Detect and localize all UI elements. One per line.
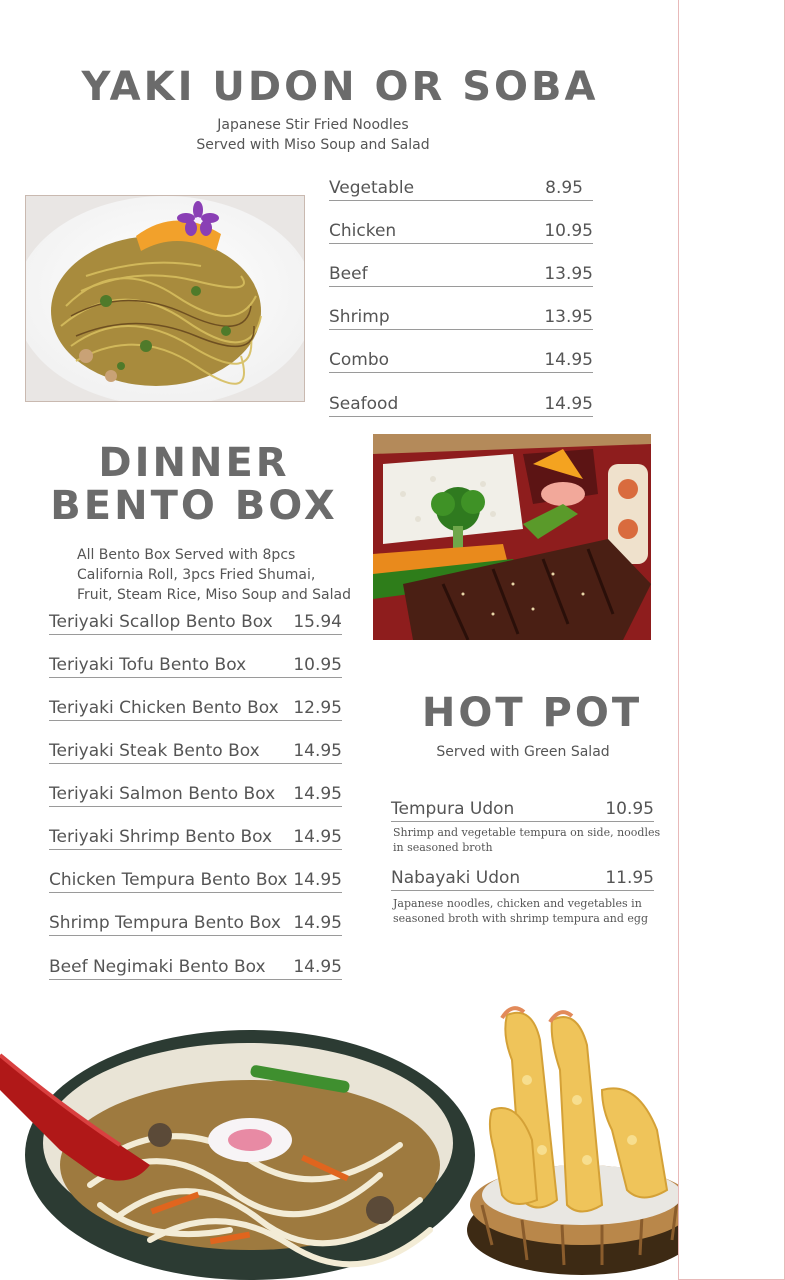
item-name: Shrimp Tempura Bento Box [49,913,281,933]
yaki-subtitle-1: Japanese Stir Fried Noodles [217,117,409,133]
yaki-subtitle-2: Served with Miso Soup and Salad [196,137,430,153]
bento-item [49,738,342,764]
item-price: 8.95 [545,178,583,198]
udon-bowl-photo [0,1015,480,1280]
bento-item [49,867,342,893]
hotpot-item-desc-1: Shrimp and vegetable tempura on side, noodles [393,826,661,839]
item-price: 14.95 [293,913,342,933]
item-name: Beef Negimaki Bento Box [49,957,266,977]
item-name: Chicken [329,221,397,241]
item-price: 10.95 [544,221,593,241]
yaki-item [329,261,593,287]
item-price: 14.95 [544,394,593,414]
bento-item [49,781,342,807]
hotpot-subtitle: Served with Green Salad [436,744,610,760]
item-price: 14.95 [293,957,342,977]
bento-item [49,910,342,936]
item-name: Combo [329,350,390,370]
yaki-noodle-photo [25,195,305,402]
bento-title-2: BENTO BOX [50,483,338,529]
hotpot-item [391,865,654,891]
item-name: Teriyaki Steak Bento Box [49,741,260,761]
item-name: Shrimp [329,307,390,327]
hotpot-item [391,796,654,822]
yaki-item [329,304,593,330]
bento-item [49,609,342,635]
item-price: 13.95 [544,264,593,284]
yaki-item [329,391,593,417]
item-name: Seafood [329,394,399,414]
bento-note-3: Fruit, Steam Rice, Miso Soup and Salad [77,587,351,603]
bento-item [49,954,342,980]
yaki-item [329,347,593,373]
item-price: 11.95 [605,868,654,888]
item-price: 14.95 [293,741,342,761]
item-price: 12.95 [293,698,342,718]
bento-note-2: California Roll, 3pcs Fried Shumai, [77,567,316,583]
item-name: Chicken Tempura Bento Box [49,870,288,890]
item-name: Teriyaki Chicken Bento Box [49,698,279,718]
hotpot-title: HOT POT [421,690,643,736]
yaki-title: YAKI UDON OR SOBA [81,64,599,110]
item-name: Beef [329,264,368,284]
hotpot-item-desc-2: in seasoned broth [393,841,493,854]
item-price: 14.95 [544,350,593,370]
item-price: 13.95 [544,307,593,327]
yaki-item [329,218,593,244]
hotpot-item-desc-1: Japanese noodles, chicken and vegetables in [393,897,642,910]
item-price: 14.95 [293,784,342,804]
item-name: Teriyaki Scallop Bento Box [49,612,273,632]
item-name: Teriyaki Tofu Bento Box [49,655,247,675]
bento-item [49,695,342,721]
bento-title-1: DINNER [98,440,290,486]
tempura-photo [462,1000,698,1280]
right-margin-panel [678,0,785,1280]
item-price: 15.94 [293,612,342,632]
item-price: 14.95 [293,827,342,847]
hotpot-item-desc-2: seasoned broth with shrimp tempura and egg [393,912,649,925]
item-name: Teriyaki Salmon Bento Box [49,784,276,804]
bento-item [49,824,342,850]
item-name: Vegetable [329,178,415,198]
item-name: Tempura Udon [391,799,515,819]
yaki-item [329,175,593,201]
bento-note-1: All Bento Box Served with 8pcs [77,547,296,563]
item-name: Teriyaki Shrimp Bento Box [49,827,273,847]
bento-box-photo [373,434,651,640]
bento-item [49,652,342,678]
item-price: 14.95 [293,870,342,890]
item-name: Nabayaki Udon [391,868,521,888]
item-price: 10.95 [293,655,342,675]
item-price: 10.95 [605,799,654,819]
